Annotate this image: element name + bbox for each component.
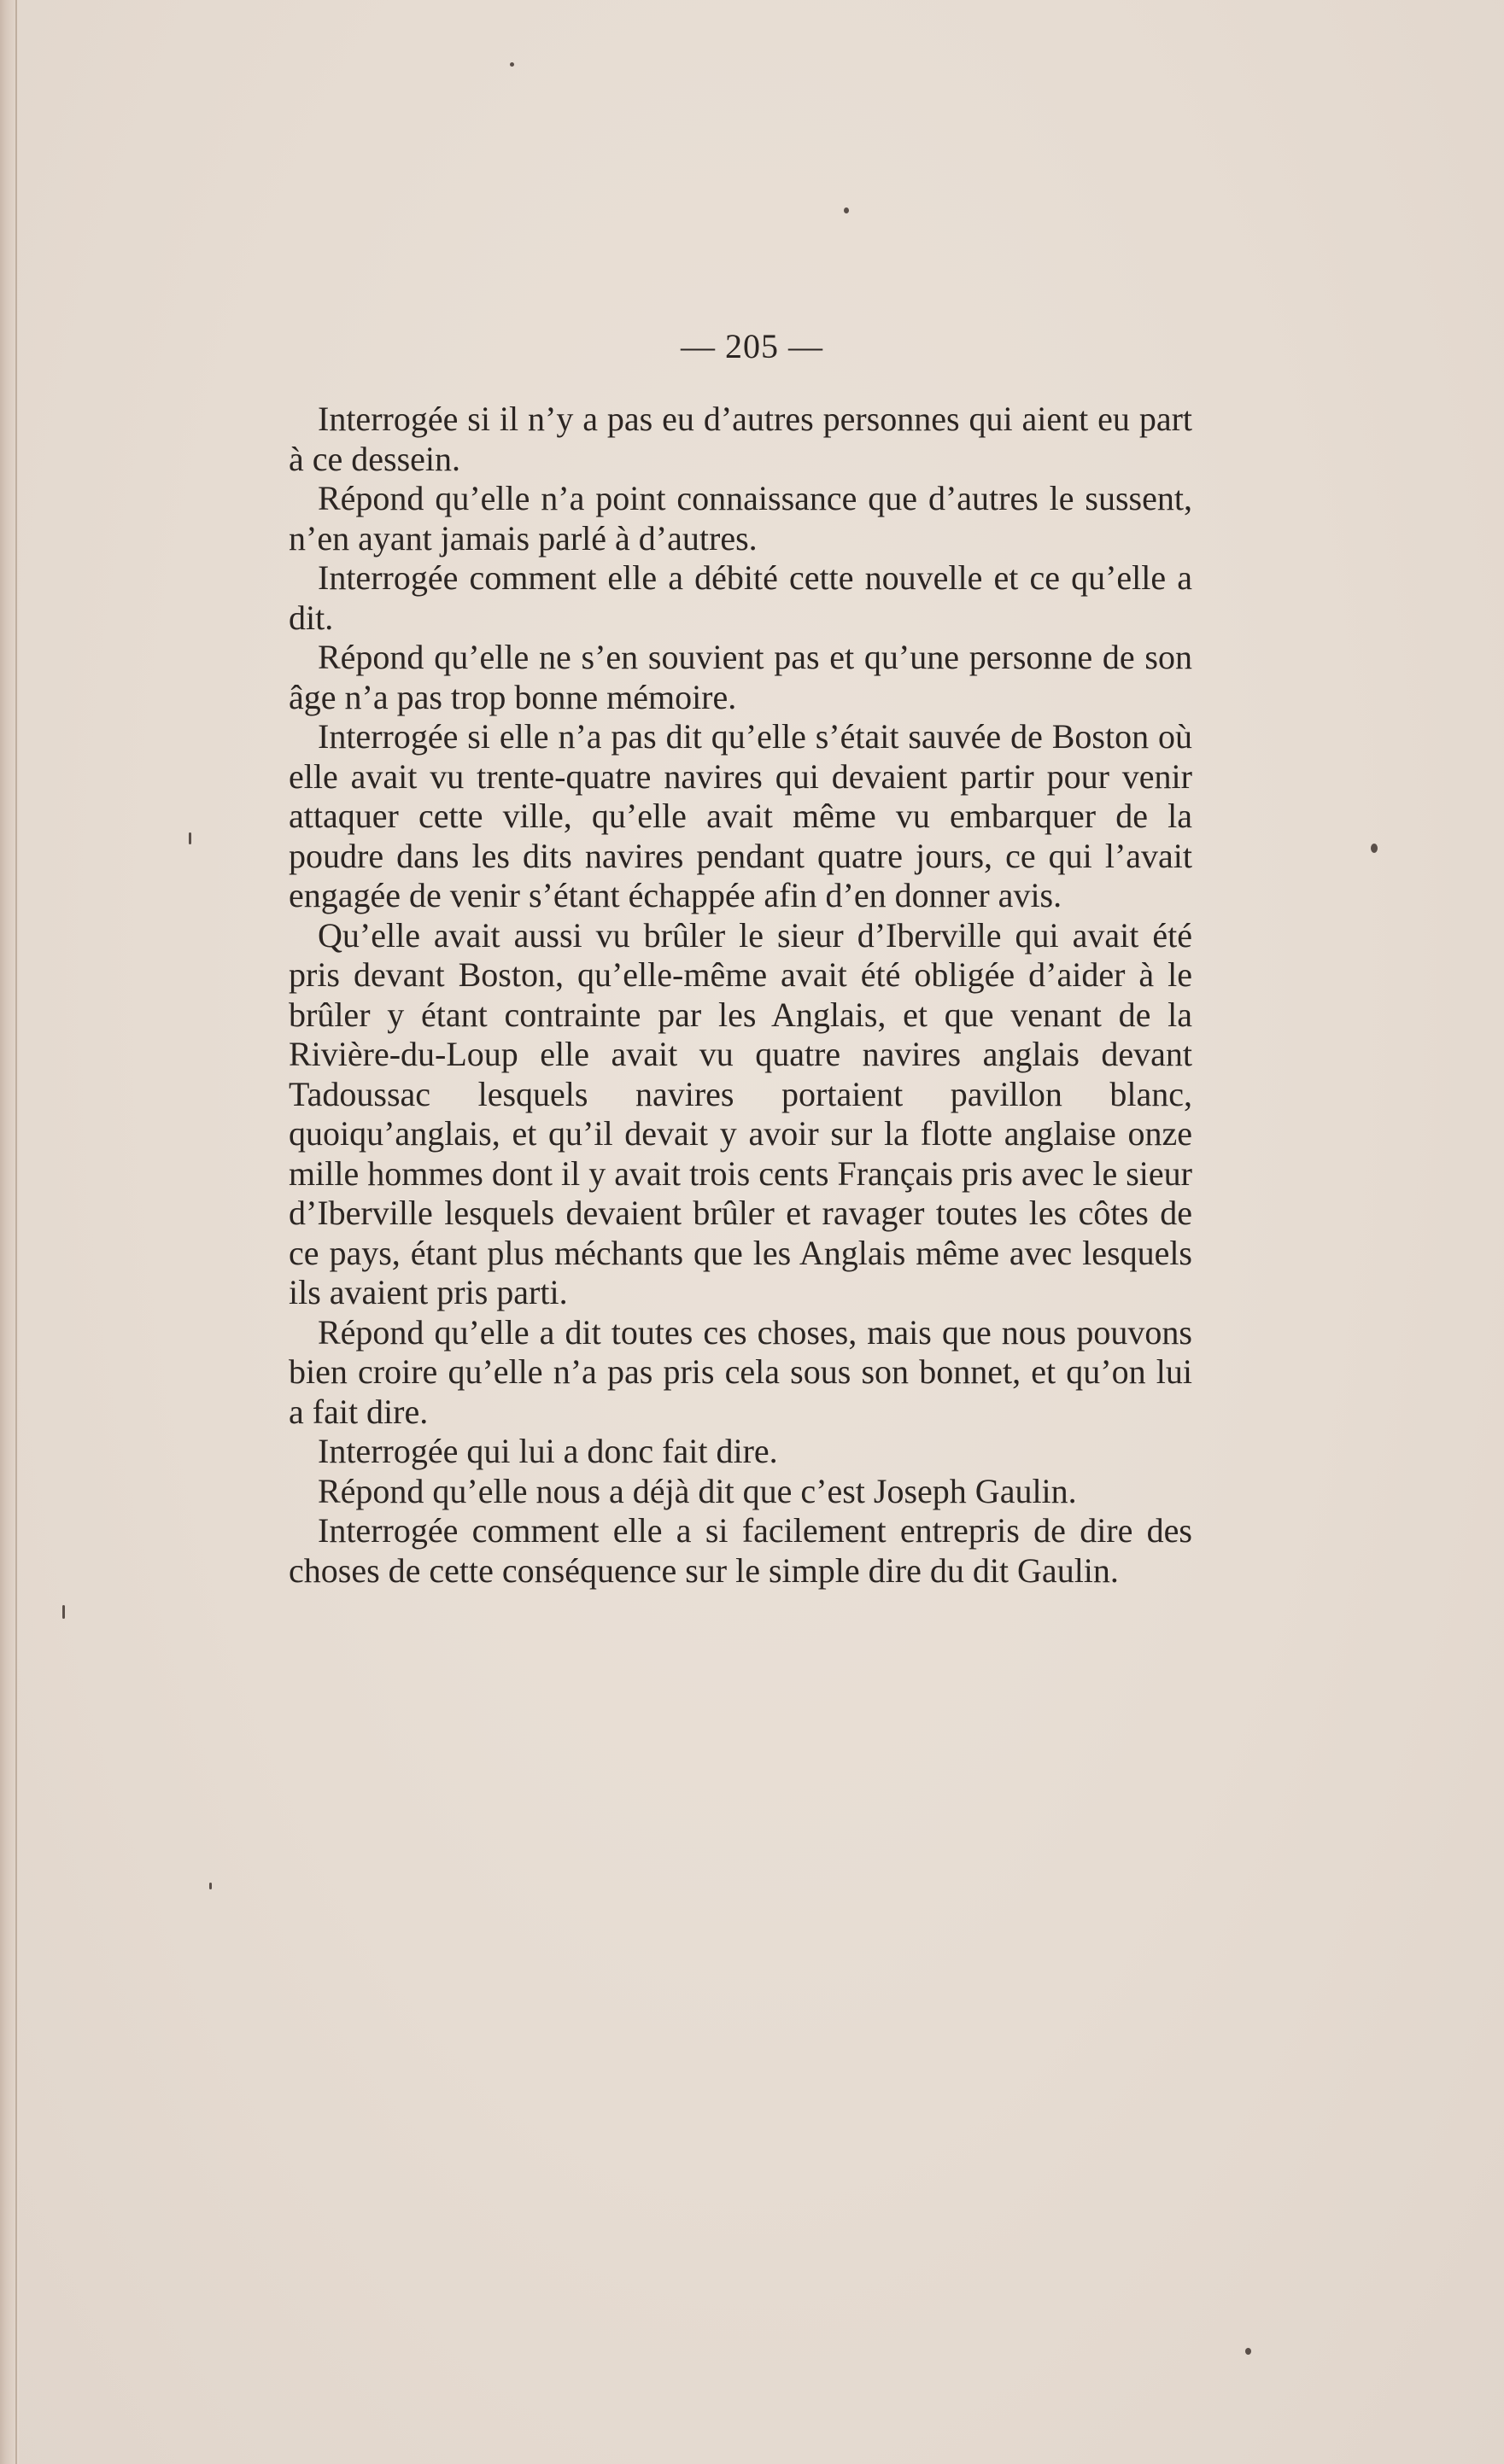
page-number: — 205 — [681, 327, 823, 365]
paragraph: Interrogée si elle n’a pas dit qu’elle s’était sauvée de Boston où elle avait vu trente-quatre navires qui devaient partir pour venir attaquer cette ville, qu’elle avait même vu embarquer de la poudre dans les dits navires pendant quatre jours, ce qui l’avait engagée de venir s’étant échappée afin d’en donner avis. [289, 717, 1192, 914]
paper-speck [62, 1605, 65, 1619]
paragraph: Qu’elle avait aussi vu brûler le sieur d’Iberville qui avait été pris devant Boston, qu’elle-même avait été obligée d’aider à le brûler y étant contrainte par les Anglais, et que venant de la Rivière-du-Loup elle avait vu quatre navires anglais devant Tadoussac lesquels navires portaient pavillon blanc, quoiqu’anglais, et qu’il devait y avoir sur la flotte anglaise onze mille hommes dont il y avait trois cents Français pris avec le sieur d’Iberville lesquels devaient brûler et ravager toutes les côtes de ce pays, étant plus méchants que les Anglais même avec lesquels ils avaient pris parti. [289, 915, 1192, 1311]
paragraph: Interrogée comment elle a si facilement entrepris de dire des choses de cette conséquence sur le simple dire du dit Gaulin. [289, 1511, 1192, 1590]
paragraph: Répond qu’elle a dit toutes ces choses, mais que nous pouvons bien croire qu’elle n’a pas pris cela sous son bonnet, et qu’on lui a fait dire. [289, 1312, 1192, 1431]
paper-speck [209, 1883, 212, 1889]
paragraph: Répond qu’elle ne s’en souvient pas et qu’une personne de son âge n’a pas trop bonne mémoire. [289, 638, 1192, 716]
paper-speck [510, 62, 514, 67]
paragraph: Interrogée comment elle a débité cette nouvelle et ce qu’elle a dit. [289, 558, 1192, 637]
paragraph: Répond qu’elle n’a point connaissance que d’autres le sussent, n’en ayant jamais parlé à d’autres. [289, 479, 1192, 558]
paragraph: Interrogée si il n’y a pas eu d’autres personnes qui aient eu part à ce dessein. [289, 400, 1192, 478]
body-text [289, 400, 1192, 1591]
paper-speck [189, 832, 191, 844]
page-edge-line [15, 0, 17, 2464]
paper-speck [1245, 2348, 1251, 2355]
paragraph: Répond qu’elle nous a déjà dit que c’est Joseph Gaulin. [318, 1471, 1077, 1510]
paper-speck [844, 207, 849, 213]
paper-speck [1371, 844, 1378, 853]
paragraph: Interrogée qui lui a donc fait dire. [318, 1432, 778, 1470]
